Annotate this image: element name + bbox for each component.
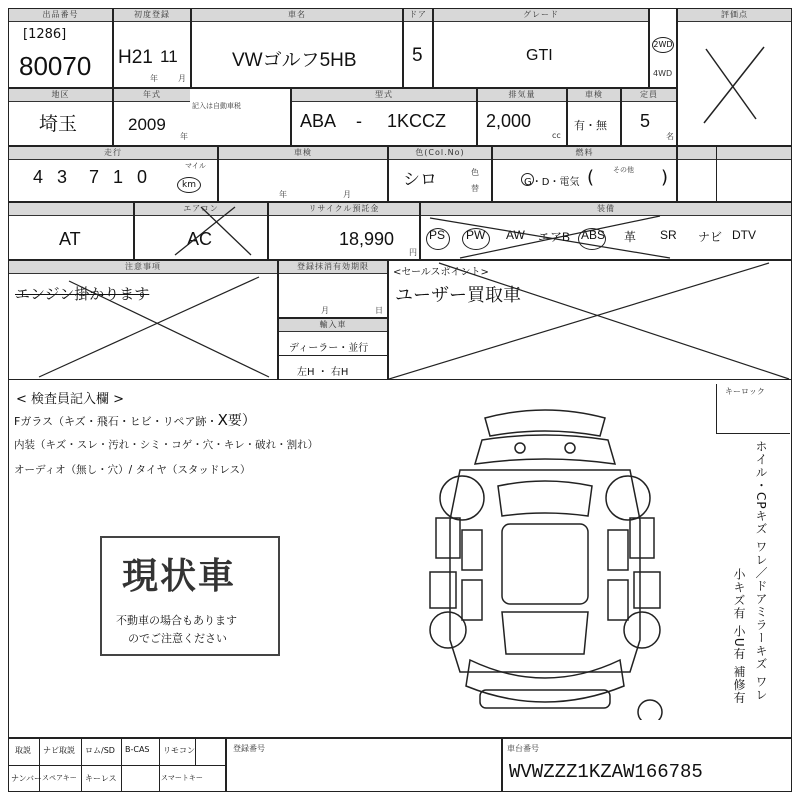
model-year-unit: 年 bbox=[180, 132, 188, 141]
right-small-label bbox=[678, 147, 791, 160]
equipment-item-sr: SR bbox=[660, 228, 677, 242]
reg-number-cell bbox=[226, 738, 502, 792]
stamp-line-2: のでご注意ください bbox=[128, 632, 227, 645]
equipment-item-aw: AW bbox=[506, 228, 525, 242]
right-small-cells bbox=[677, 146, 792, 202]
color-label-b: 替 bbox=[471, 184, 479, 193]
notes-cell bbox=[8, 260, 278, 380]
option-item: スペアキー bbox=[42, 774, 77, 782]
drive-2wd-circle: 2WD bbox=[652, 37, 674, 53]
stamp-title: 現状車 bbox=[122, 556, 237, 597]
mileage-digit: 0 bbox=[137, 167, 148, 187]
month-unit: 月 bbox=[178, 74, 186, 83]
divider bbox=[159, 739, 160, 791]
lot-number: 80070 bbox=[19, 51, 92, 81]
grade-cell bbox=[433, 8, 649, 88]
year-unit: 年 bbox=[150, 74, 158, 83]
shaken-year-unit: 年 bbox=[279, 190, 287, 199]
import-label: 輸入車 bbox=[279, 319, 387, 332]
notes-label: 注意事項 bbox=[9, 261, 277, 274]
divider bbox=[195, 739, 196, 765]
shaken-date-cell bbox=[218, 146, 388, 202]
inspector-line-2: 内装（キズ・スレ・汚れ・シミ・コゲ・穴・キレ・破れ・割れ） bbox=[14, 439, 319, 451]
score-cross-icon bbox=[678, 21, 791, 145]
sales-point-cell bbox=[388, 260, 792, 380]
capacity-label: 定員 bbox=[622, 89, 676, 102]
fuel-open-paren: ( bbox=[587, 167, 595, 188]
notes-struck-text: エンジン掛かります bbox=[15, 285, 150, 303]
capacity-value: 5 bbox=[640, 111, 651, 131]
model-year-label: 年式 bbox=[114, 89, 190, 102]
displacement-cell bbox=[477, 88, 567, 146]
chassis-label: 車台番号 bbox=[507, 744, 539, 753]
first-registration-month: 11 bbox=[160, 47, 178, 66]
import-steering: 左H ・ 右H bbox=[297, 367, 349, 378]
equipment-item-dtv: DTV bbox=[732, 228, 756, 242]
mileage-label: 走行 bbox=[9, 147, 217, 160]
grade-label: グレード bbox=[434, 9, 648, 22]
key-lock-label: キーロック bbox=[725, 387, 765, 396]
doors-cell bbox=[403, 8, 433, 88]
color-label: 色(Col.No) bbox=[389, 147, 491, 160]
inspector-line-1-mark: X bbox=[217, 411, 228, 429]
first-registration-era: H21 bbox=[118, 47, 153, 68]
import-dealer: ディーラー・並行 bbox=[289, 343, 369, 354]
displacement-label: 排気量 bbox=[478, 89, 566, 102]
divider bbox=[81, 739, 82, 791]
equipment-cross-icon bbox=[420, 202, 792, 260]
model-type-prefix: ABA bbox=[300, 111, 337, 131]
mileage-mile-label: マイル bbox=[185, 162, 206, 170]
inspection-label: 車検 bbox=[568, 89, 620, 102]
model-year-value: 2009 bbox=[128, 115, 166, 134]
car-name: VWゴルフ5HB bbox=[232, 50, 357, 71]
equipment-item-pw: PW bbox=[466, 228, 486, 242]
option-item: ナビ取説 bbox=[43, 746, 75, 755]
recycle-amount: 18,990 bbox=[339, 229, 395, 249]
mileage-digit: 7 bbox=[89, 167, 100, 187]
car-diagram-icon bbox=[410, 400, 680, 720]
model-type-label: 型式 bbox=[292, 89, 476, 102]
reg-expiry-label: 登録抹消有効期限 bbox=[279, 261, 387, 274]
option-item: スマートキー bbox=[161, 774, 203, 782]
model-type-dash: - bbox=[356, 111, 362, 131]
mileage-digit: 1 bbox=[113, 167, 124, 187]
genjo-stamp bbox=[100, 536, 280, 656]
score-cell bbox=[677, 8, 792, 146]
displacement-unit: cc bbox=[552, 131, 561, 140]
model-type-cell bbox=[291, 88, 477, 146]
inspector-line-1-suffix: 要） bbox=[227, 413, 256, 429]
transmission-cell bbox=[8, 202, 134, 260]
options-table bbox=[8, 738, 226, 792]
first-registration-cell bbox=[113, 8, 191, 88]
right-notes-col-2: 小キズ有 小U有 補修有 bbox=[732, 568, 746, 705]
transmission-label bbox=[9, 203, 133, 216]
model-year-note: 記入は自動車税 bbox=[192, 102, 241, 110]
aircon-value: AC bbox=[187, 229, 213, 249]
equipment-item-navi: ナビ bbox=[698, 230, 723, 244]
fuel-label: 燃料 bbox=[493, 147, 676, 160]
recycle-cell bbox=[268, 202, 420, 260]
option-item: キーレス bbox=[85, 774, 117, 783]
capacity-unit: 名 bbox=[666, 132, 674, 141]
shaken-month-unit: 月 bbox=[343, 190, 351, 199]
notes-cross-icon bbox=[9, 273, 277, 379]
option-item: 取説 bbox=[15, 746, 31, 755]
sales-point-cross-icon bbox=[389, 261, 791, 379]
sales-point-label: <セールスポイント> bbox=[393, 267, 489, 278]
recycle-unit: 円 bbox=[409, 248, 417, 257]
option-item: B-CAS bbox=[125, 745, 150, 754]
option-item: ナンバー bbox=[11, 774, 43, 783]
option-item: ロム/SD bbox=[85, 746, 115, 755]
divider bbox=[9, 765, 225, 766]
equipment-item-leather: 革 bbox=[624, 230, 637, 244]
displacement-value: 2,000 bbox=[486, 111, 532, 131]
lot-number-label: 出品番号 bbox=[9, 9, 112, 22]
aircon-label: エアコン bbox=[135, 203, 267, 216]
capacity-cell bbox=[621, 88, 677, 146]
car-name-label: 車名 bbox=[192, 9, 402, 22]
divider bbox=[716, 147, 717, 201]
inspector-title: < 検査員記入欄 > bbox=[16, 392, 125, 407]
recycle-label: リサイクル預託金 bbox=[269, 203, 419, 216]
transmission-value: AT bbox=[59, 229, 81, 249]
import-cell bbox=[278, 318, 388, 380]
stamp-line-1: 不動車の場合もあります bbox=[116, 614, 237, 627]
car-name-cell bbox=[191, 8, 403, 88]
right-notes-col-1: ホイル・CPキズ ワレ／ドアミラーキズ ワレ bbox=[754, 440, 768, 702]
reg-expiry-day-unit: 日 bbox=[375, 306, 383, 315]
reg-expiry-month-unit: 月 bbox=[321, 306, 329, 315]
area-value: 埼玉 bbox=[39, 114, 78, 135]
reg-number-label: 登録番号 bbox=[233, 744, 265, 753]
sales-point-text: ユーザー買取車 bbox=[395, 285, 521, 306]
equipment-item-abs: ABS bbox=[581, 228, 606, 242]
equipment-item-airbag: エアB bbox=[538, 230, 571, 244]
model-type-code: 1KCCZ bbox=[387, 111, 447, 131]
lot-sub-number: [1286] bbox=[23, 27, 67, 42]
chassis-number: WVWZZZ1KZAW166785 bbox=[509, 761, 703, 783]
drive-4wd: 4WD bbox=[653, 69, 673, 78]
color-cell bbox=[388, 146, 492, 202]
area-cell bbox=[8, 88, 113, 146]
doors-value: 5 bbox=[412, 45, 423, 66]
color-label-a: 色 bbox=[471, 168, 479, 177]
first-registration-label: 初度登録 bbox=[114, 9, 190, 22]
inspection-flag: 有・無 bbox=[574, 119, 607, 132]
aircon-cross-icon bbox=[135, 203, 267, 259]
fuel-other-label: その他 bbox=[613, 166, 634, 174]
mileage-digit: 3 bbox=[57, 167, 68, 187]
equipment-item-ps: PS bbox=[429, 228, 446, 242]
model-year-cell bbox=[113, 88, 291, 146]
key-lock-cell bbox=[716, 384, 790, 434]
mileage-km-circle: km bbox=[177, 177, 201, 193]
fuel-close-paren: ) bbox=[661, 167, 669, 188]
inspector-line-3: オーディオ（無し・穴）/ タイヤ（スタッドレス） bbox=[14, 464, 251, 476]
divider bbox=[279, 355, 387, 356]
reg-expiry-cell bbox=[278, 260, 388, 318]
grade-value: GTI bbox=[526, 47, 553, 64]
inspection-cell bbox=[567, 88, 621, 146]
drive-cell bbox=[649, 8, 677, 88]
inspector-line-1-prefix: Fガラス（キズ・飛石・ヒビ・リペア跡・ bbox=[14, 415, 218, 428]
area-label: 地区 bbox=[9, 89, 112, 102]
option-item: リモコン bbox=[163, 746, 195, 755]
lot-number-cell bbox=[8, 8, 113, 88]
mileage-cell bbox=[8, 146, 218, 202]
fuel-options: G・D・電気 bbox=[524, 177, 580, 188]
aircon-cell bbox=[134, 202, 268, 260]
doors-label: ドア bbox=[404, 9, 432, 22]
mileage-digit: 4 bbox=[33, 167, 44, 187]
fuel-cell bbox=[492, 146, 677, 202]
color-name: シロ bbox=[403, 170, 437, 189]
inspector-line-1 bbox=[14, 410, 256, 430]
chassis-cell bbox=[502, 738, 792, 792]
shaken-date-label: 車検 bbox=[219, 147, 387, 160]
equipment-label: 装備 bbox=[421, 203, 791, 216]
score-label: 評価点 bbox=[678, 9, 791, 22]
divider bbox=[121, 739, 122, 791]
